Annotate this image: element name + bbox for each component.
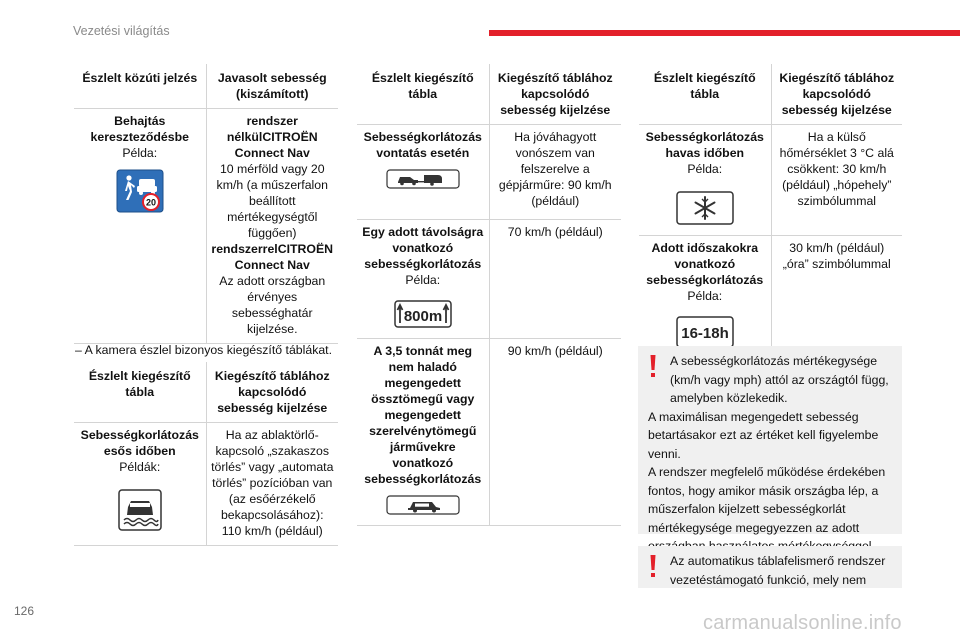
sign-distance-text: 800m xyxy=(403,308,442,325)
header-accent-bar xyxy=(489,30,960,36)
table-cell xyxy=(771,125,902,236)
distance-sign-icon xyxy=(394,300,452,328)
table-header-cell: Észlelt kiegészítő tábla xyxy=(357,64,489,125)
table-header-cell: Kiegészítő táblához kapcsolódó sebesség kijelzése xyxy=(489,64,621,125)
sign-title: Sebességkorlátozás vontatás esetén xyxy=(363,130,482,160)
table-cell xyxy=(771,236,902,359)
table-cell xyxy=(206,423,338,546)
sign-title: Sebességkorlátozás esős időben xyxy=(80,428,199,458)
additional-sign-table xyxy=(74,362,338,546)
speed-text: 30 km/h (például) „óra” szimbólummal xyxy=(782,241,891,271)
watermark: carmanualsonline.info xyxy=(703,612,902,634)
speed-line-bold: rendszer nélkülCITROËN Connect Nav xyxy=(226,114,318,160)
table-row xyxy=(357,220,621,339)
table-header-row xyxy=(357,64,621,125)
road-sign-table xyxy=(74,64,338,344)
table-cell xyxy=(357,125,489,220)
table-cell xyxy=(74,109,206,344)
table-row xyxy=(74,109,338,344)
table-header-row xyxy=(74,362,338,423)
rain-road-sign-icon xyxy=(118,489,162,531)
table-header-cell: Észlelt kiegészítő tábla xyxy=(74,362,206,423)
table-header-row xyxy=(74,64,338,109)
speed-text: Ha az ablaktörlő-kapcsoló „szakaszos törlés” vagy „automata törlés” pozícióban van (az esőérzékelő bekapcsolásához): 110 km/h (például) xyxy=(211,428,334,538)
table-row xyxy=(639,125,902,236)
warning-exclamation-icon xyxy=(648,554,658,578)
warning-exclamation-icon xyxy=(648,354,658,378)
speed-text: 90 km/h (például) xyxy=(507,344,603,358)
warning-text: Az automatikus táblafelismerő rendszer vezetéstámogató funkció, mely nem xyxy=(670,554,886,587)
sign-example-label: Példa: xyxy=(687,162,723,176)
page-section-title: Vezetési világítás xyxy=(73,24,170,38)
sign-title: A 3,5 tonnát meg nem haladó megengedett össztömegű vagy megengedett szerelvénytömegű járművekre vonatkozó sebességkorlátozás xyxy=(364,344,482,486)
speed-line-bold: rendszerrelCITROËN Connect Nav xyxy=(211,242,334,272)
sign-title: Behajtás kereszteződésbe xyxy=(90,114,189,144)
car-sign-icon xyxy=(386,495,460,515)
sign-title: Sebességkorlátozás havas időben xyxy=(645,130,764,160)
additional-sign-table xyxy=(357,64,621,526)
table-cell xyxy=(489,220,621,339)
table-cell xyxy=(357,339,489,526)
table-header-row xyxy=(639,64,902,125)
sign-title: Adott időszakokra vonatkozó sebességkorlátozás xyxy=(646,241,764,287)
speed-text: Ha a külső hőmérséklet 3 °C alá csökkent: 30 km/h (például) „hópehely” szimbólummal xyxy=(779,130,894,208)
table-row xyxy=(74,423,338,546)
table-cell xyxy=(489,339,621,526)
table-cell xyxy=(639,236,771,359)
additional-sign-table xyxy=(639,64,902,359)
table-header-cell: Javasolt sebesség (kiszámított) xyxy=(206,64,338,109)
sign-example-label: Példa: xyxy=(122,146,158,160)
table-header-cell: Kiegészítő táblához kapcsolódó sebesség kijelzése xyxy=(771,64,902,125)
snowflake-sign-icon xyxy=(676,191,734,225)
warning-box xyxy=(638,346,902,534)
sign-example-label: Példa: xyxy=(405,273,441,287)
warning-paragraph: A rendszer megfelelő működése érdekében fontos, hogy amikor másik országba lép, a műszerfalon kijelzett sebességkorlát mértékegysége megegyezzen az adott xyxy=(648,465,886,535)
dash-note: – A kamera észlel bizonyos kiegészítő táblákat. xyxy=(75,343,333,357)
table-cell xyxy=(639,125,771,236)
table-cell xyxy=(489,125,621,220)
table-header-cell: Észlelt közúti jelzés xyxy=(74,64,206,109)
sign-time-text: 16-18h xyxy=(680,325,729,342)
table-row xyxy=(357,339,621,526)
speed-text: Ha jóváhagyott vonószem van felszerelve a gépjárműre: 90 km/h (például) xyxy=(498,130,612,208)
sign-example-label: Példák: xyxy=(119,460,161,474)
table-header-cell: Észlelt kiegészítő tábla xyxy=(639,64,771,125)
table-cell xyxy=(206,109,338,344)
table-header-cell: Kiegészítő táblához kapcsolódó sebesség kijelzése xyxy=(206,362,338,423)
sign-title: Egy adott távolságra vonatkozó sebességkorlátozás xyxy=(362,225,484,271)
table-row xyxy=(639,236,902,359)
page-number: 126 xyxy=(14,604,35,618)
table-cell xyxy=(357,220,489,339)
sign-example-label: Példa: xyxy=(687,289,723,303)
speed-line: 10 mérföld vagy 20 km/h (a műszerfalon beállított mértékegységtől függően) xyxy=(216,162,328,240)
warning-paragraph: A sebességkorlátozás mértékegysége (km/h vagy mph) attól az országtól függ, amelyben közlekedik. xyxy=(670,354,889,405)
table-cell xyxy=(74,423,206,546)
speed-line: Az adott országban érvényes sebességhatár kijelzése. xyxy=(219,274,326,336)
table-row xyxy=(357,125,621,220)
warning-text xyxy=(648,352,892,556)
sign-number: 20 xyxy=(145,197,156,208)
speed-text: 70 km/h (például) xyxy=(507,225,603,239)
pedestrian-zone-sign-icon xyxy=(116,169,164,213)
time-period-sign-icon xyxy=(676,316,734,348)
warning-paragraph: A maximálisan megengedett sebesség betartásakor ezt az értéket kell figyelembe venni. xyxy=(648,409,879,461)
warning-box xyxy=(638,546,902,588)
towing-sign-icon xyxy=(386,169,460,189)
